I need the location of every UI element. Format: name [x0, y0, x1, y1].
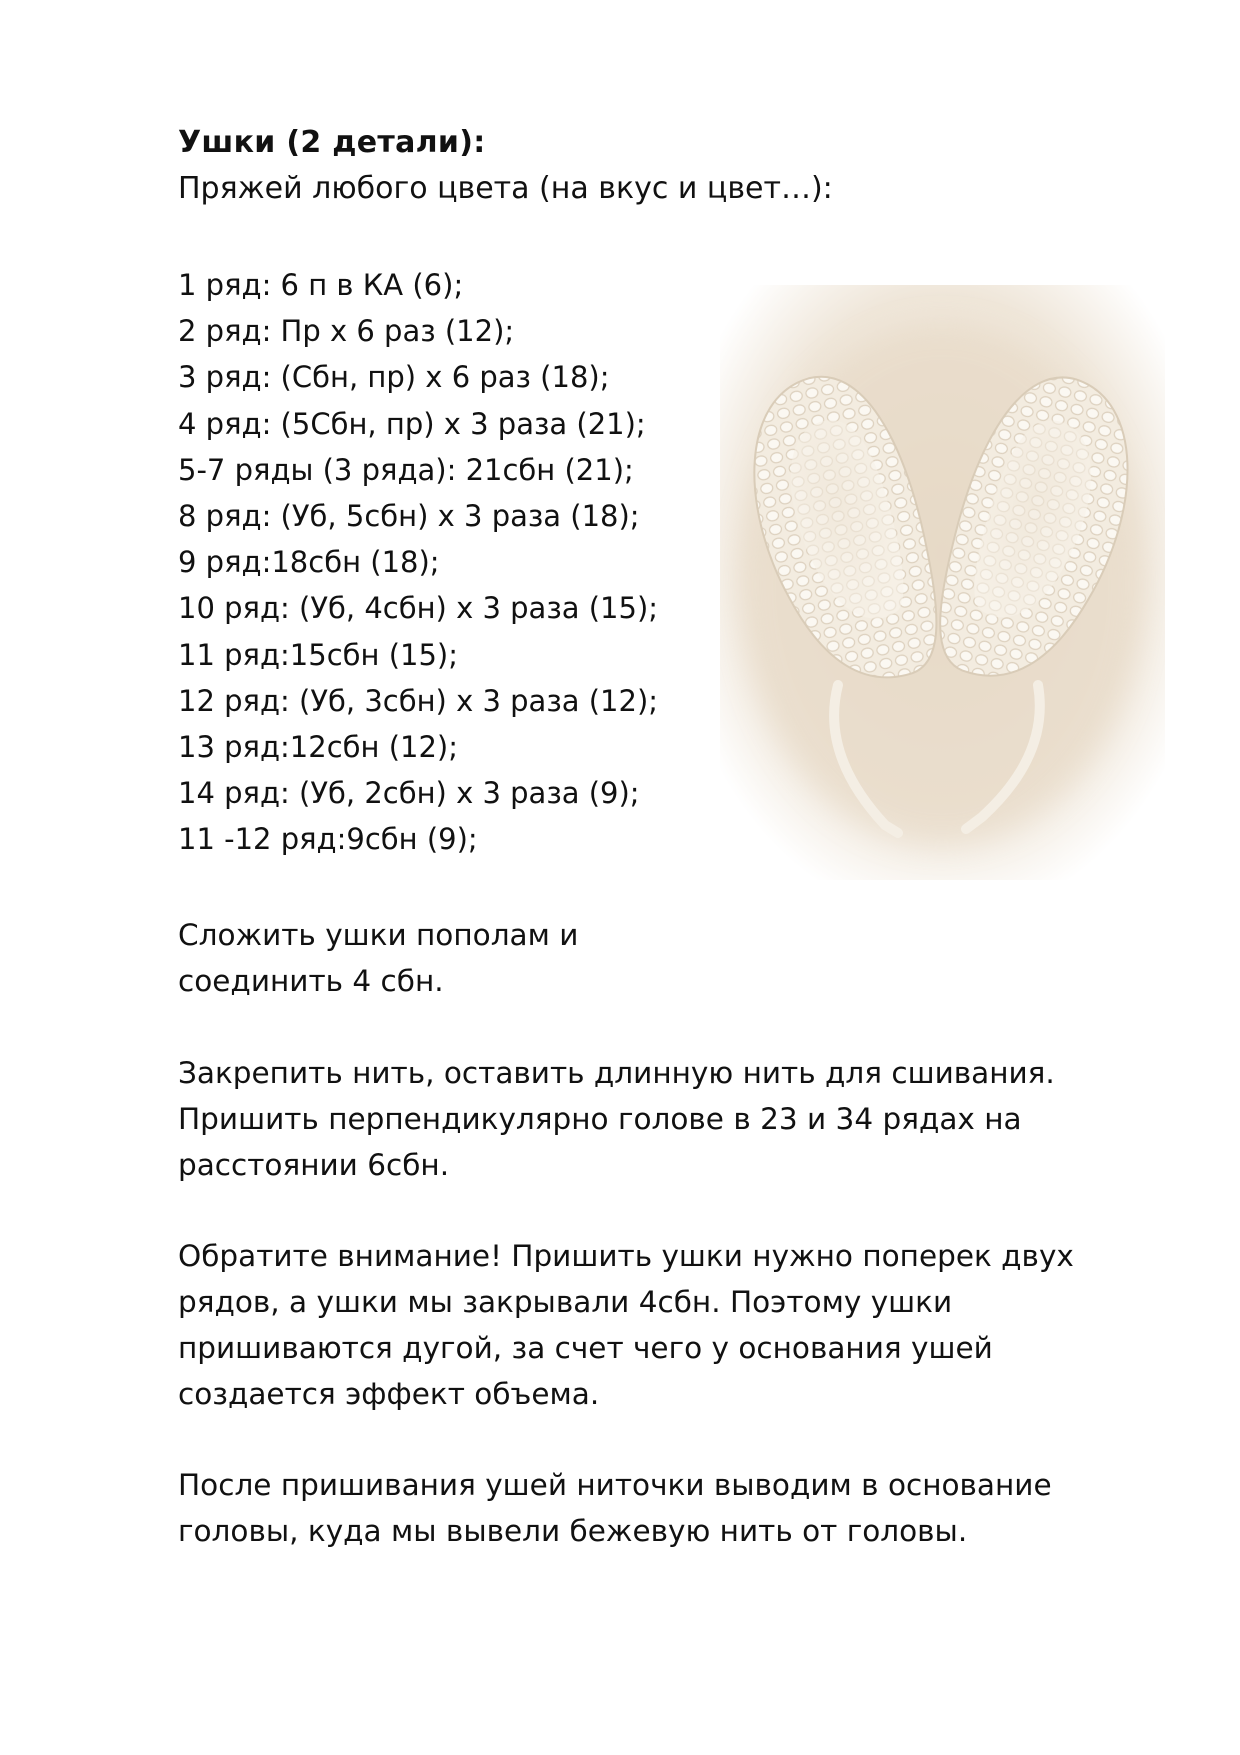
- row-instruction: 11 ряд:15сбн (15);: [178, 637, 459, 672]
- yarn-note: Пряжей любого цвета (на вкус и цвет…):: [178, 171, 833, 206]
- row-instructions-list: [178, 262, 658, 863]
- row-instruction: 10 ряд: (Уб, 4сбн) х 3 раза (15);: [178, 591, 659, 626]
- row-instruction: 3 ряд: (Сбн, пр) х 6 раз (18);: [178, 360, 610, 395]
- row-instruction: 5-7 ряды (3 ряда): 21сбн (21);: [178, 452, 634, 487]
- row-instruction: 14 ряд: (Уб, 2сбн) х 3 раза (9);: [178, 776, 640, 811]
- bunny-ears-photo: [720, 285, 1165, 880]
- row-instruction: 2 ряд: Пр х 6 раз (12);: [178, 314, 515, 349]
- instruction-paragraph: Сложить ушки пополам и соединить 4 сбн.: [178, 918, 579, 998]
- row-instruction: 9 ряд:18сбн (18);: [178, 545, 440, 580]
- attention-paragraph: Обратите внимание! Пришить ушки нужно поперек двух рядов, а ушки мы закрывали 4сбн. Поэтому ушки пришиваются дугой, за счет чего у основания ушей создается эффект объема.: [178, 1239, 1074, 1411]
- row-instruction: 8 ряд: (Уб, 5сбн) х 3 раза (18);: [178, 499, 640, 534]
- row-instruction: 13 ряд:12сбн (12);: [178, 730, 459, 765]
- instruction-paragraph: Закрепить нить, оставить длинную нить для сшивания. Пришить перпендикулярно голове в 23 и 34 рядах на расстоянии 6сбн.: [178, 1056, 1055, 1182]
- instruction-paragraph: После пришивания ушей ниточки выводим в основание головы, куда мы вывели бежевую нить от головы.: [178, 1468, 1052, 1548]
- row-instruction: 4 ряд: (5Сбн, пр) х 3 раза (21);: [178, 406, 646, 441]
- row-instruction: 12 ряд: (Уб, 3сбн) х 3 раза (12);: [178, 683, 659, 718]
- row-instruction: 1 ряд: 6 п в КА (6);: [178, 268, 464, 302]
- row-instruction: 11 -12 ряд:9сбн (9);: [178, 822, 478, 857]
- section-heading: Ушки (2 детали):: [178, 125, 486, 160]
